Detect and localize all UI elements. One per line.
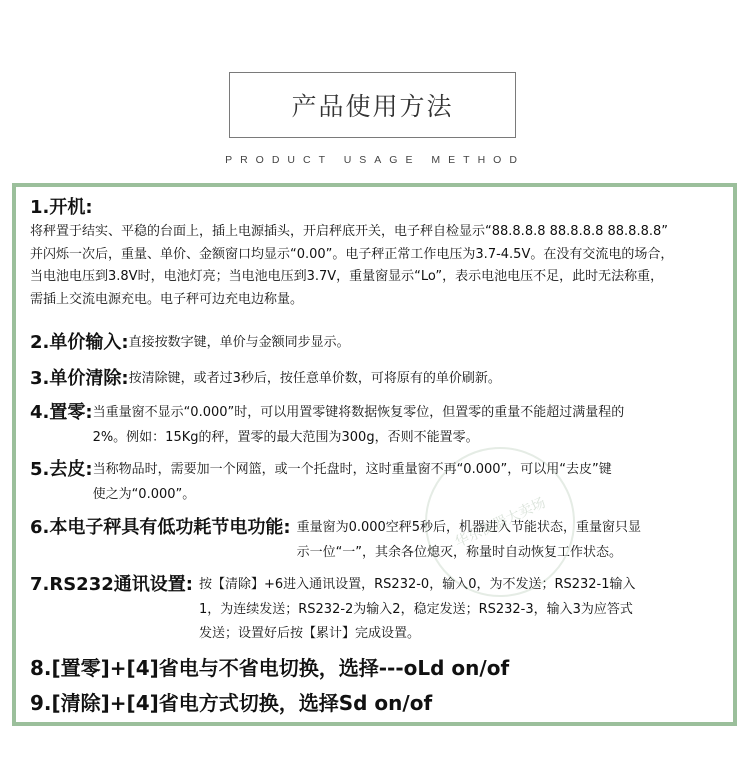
section-line: 直接按数字键，单价与金额同步显示。 [128, 335, 350, 350]
section-heading: 3.单价清除: [30, 368, 129, 389]
section-line: 1，为连续发送；RS232-2为输入2，稳定发送；RS232-3，输入3为应答式 [198, 601, 633, 617]
section-line: 当重量窗不显示“0.000”时，可以用置零键将数据恢复零位，但置零的重量不能超过满量程的 [92, 405, 625, 420]
instructions-panel [12, 183, 737, 726]
section-line: 示一位“一”，其余各位熄灭，称量时自动恢复工作状态。 [296, 544, 623, 560]
section-line: 按清除键，或者过3秒后，按任意单价数，可将原有的单价刷新。 [128, 371, 501, 386]
section-line: 当电池电压到3.8V时，电池灯亮；当电池电压到3.7V，重量窗显示“Lo”，表示电池电压不足，此时无法称重， [30, 269, 664, 284]
section-line: 当称物品时，需要加一个网篮，或一个托盘时，这时重量窗不再“0.000”，可以用“去皮”键 [92, 462, 612, 477]
section-line: 重量窗为0.000空秤5秒后，机器进入节能状态，重量窗只显 [296, 520, 642, 535]
page-title: 产品使用方法 [291, 92, 454, 121]
title-box [229, 72, 516, 138]
section-line: 2%。例如：15Kg的秤，置零的最大范围为300g，否则不能置零。 [92, 429, 479, 445]
section-heading: 5.去皮: [30, 459, 93, 480]
section-line: 发送；设置好后按【累计】完成设置。 [198, 626, 420, 641]
section-heading: 1.开机: [30, 197, 93, 218]
section-heading: 4.置零: [30, 402, 93, 423]
section-power-save-mode: 9.[清除]+[4]省电方式切换，选择Sd on/of [30, 691, 433, 715]
section-power-save-toggle: 8.[置零]+[4]省电与不省电切换，选择---oLd on/of [30, 656, 510, 680]
section-power-on [30, 195, 673, 311]
section-line: 需插上交流电源充电。电子秤可边充电边称量。 [30, 291, 304, 307]
section-line: 将秤置于结实、平稳的台面上，插上电源插头，开启秤底开关，电子秤自检显示“88.8.8.8 88.8.8.8 88.8.8.8” [30, 224, 668, 239]
section-heading: 6.本电子秤具有低功耗节电功能: [30, 517, 291, 538]
page-subtitle: PRODUCT USAGE METHOD [225, 154, 525, 166]
section-line: 并闪烁一次后，重量、单价、金额窗口均显示“0.00”。电子秤正常工作电压为3.7-4.5V。在没有交流电的场合， [30, 246, 674, 262]
section-heading: 7.RS232通讯设置: [30, 574, 193, 595]
section-rs232 [30, 572, 636, 646]
section-unit-price-clear [30, 366, 501, 392]
section-line: 按【清除】+6进入通讯设置，RS232-0，输入0，为不发送；RS232-1输入 [198, 577, 636, 592]
section-unit-price-input [30, 330, 350, 356]
section-heading: 2.单价输入: [30, 332, 129, 353]
section-zero [30, 400, 624, 449]
section-line: 使之为“0.000”。 [92, 486, 196, 502]
watermark-text: 华东衡器大卖场 [452, 494, 549, 551]
